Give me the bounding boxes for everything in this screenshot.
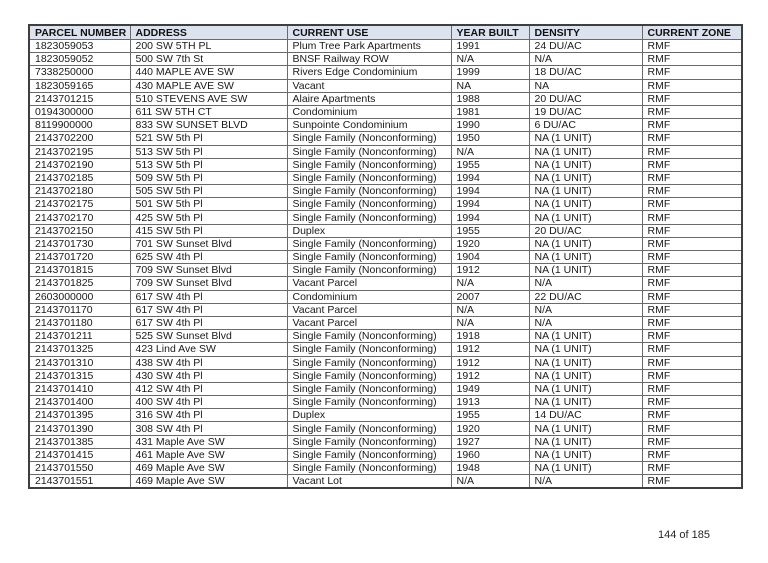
cell-density: NA (1 UNIT) <box>529 448 642 461</box>
cell-current-use: Rivers Edge Condominium <box>287 66 451 79</box>
cell-parcel-number: 7338250000 <box>29 66 130 79</box>
cell-year-built: 1955 <box>451 409 529 422</box>
cell-year-built: N/A <box>451 53 529 66</box>
cell-density: N/A <box>529 316 642 329</box>
table-row <box>29 198 742 211</box>
table-row <box>29 185 742 198</box>
cell-density: 18 DU/AC <box>529 66 642 79</box>
cell-current-zone: RMF <box>642 290 742 303</box>
cell-parcel-number: 2143701211 <box>29 330 130 343</box>
cell-current-zone: RMF <box>642 198 742 211</box>
cell-density: NA (1 UNIT) <box>529 462 642 475</box>
cell-address: 509 SW 5th Pl <box>130 171 287 184</box>
cell-address: 513 SW 5th Pl <box>130 158 287 171</box>
cell-address: 701 SW Sunset Blvd <box>130 237 287 250</box>
cell-density: 14 DU/AC <box>529 409 642 422</box>
cell-current-use: Duplex <box>287 224 451 237</box>
cell-current-use: Vacant <box>287 79 451 92</box>
cell-parcel-number: 2143702150 <box>29 224 130 237</box>
cell-year-built: 1904 <box>451 251 529 264</box>
cell-current-use: Single Family (Nonconforming) <box>287 145 451 158</box>
cell-current-use: Single Family (Nonconforming) <box>287 237 451 250</box>
table-row <box>29 422 742 435</box>
cell-current-use: Single Family (Nonconforming) <box>287 435 451 448</box>
cell-address: 412 SW 4th Pl <box>130 382 287 395</box>
cell-current-zone: RMF <box>642 435 742 448</box>
cell-address: 525 SW Sunset Blvd <box>130 330 287 343</box>
column-header-address: ADDRESS <box>130 25 287 40</box>
cell-current-zone: RMF <box>642 356 742 369</box>
cell-year-built: N/A <box>451 145 529 158</box>
table-row <box>29 382 742 395</box>
cell-year-built: 1994 <box>451 185 529 198</box>
table-row <box>29 435 742 448</box>
cell-density: 24 DU/AC <box>529 40 642 53</box>
cell-address: 625 SW 4th Pl <box>130 251 287 264</box>
cell-current-zone: RMF <box>642 171 742 184</box>
cell-parcel-number: 1823059053 <box>29 40 130 53</box>
cell-density: N/A <box>529 303 642 316</box>
cell-year-built: 1912 <box>451 369 529 382</box>
cell-density: NA (1 UNIT) <box>529 330 642 343</box>
cell-current-use: Vacant Parcel <box>287 303 451 316</box>
cell-address: 500 SW 7th St <box>130 53 287 66</box>
cell-year-built: 1912 <box>451 356 529 369</box>
cell-current-use: Single Family (Nonconforming) <box>287 251 451 264</box>
table-row <box>29 119 742 132</box>
cell-density: NA (1 UNIT) <box>529 158 642 171</box>
cell-year-built: 1988 <box>451 92 529 105</box>
cell-address: 513 SW 5th Pl <box>130 145 287 158</box>
table-header-row <box>29 25 742 40</box>
table-row <box>29 66 742 79</box>
cell-year-built: 1927 <box>451 435 529 448</box>
cell-address: 617 SW 4th Pl <box>130 303 287 316</box>
cell-year-built: N/A <box>451 277 529 290</box>
cell-current-use: Single Family (Nonconforming) <box>287 343 451 356</box>
cell-year-built: N/A <box>451 303 529 316</box>
table-row <box>29 224 742 237</box>
cell-current-use: Vacant Parcel <box>287 277 451 290</box>
cell-density: NA (1 UNIT) <box>529 237 642 250</box>
table-row <box>29 316 742 329</box>
cell-current-zone: RMF <box>642 277 742 290</box>
table-row <box>29 462 742 475</box>
cell-parcel-number: 2143701720 <box>29 251 130 264</box>
cell-address: 423 Lind Ave SW <box>130 343 287 356</box>
cell-address: 521 SW 5th Pl <box>130 132 287 145</box>
cell-density: NA (1 UNIT) <box>529 343 642 356</box>
cell-parcel-number: 2143701551 <box>29 475 130 489</box>
cell-address: 833 SW SUNSET BLVD <box>130 119 287 132</box>
cell-current-zone: RMF <box>642 303 742 316</box>
cell-density: N/A <box>529 53 642 66</box>
cell-density: NA (1 UNIT) <box>529 171 642 184</box>
table-row <box>29 237 742 250</box>
cell-density: NA (1 UNIT) <box>529 185 642 198</box>
cell-parcel-number: 2143701815 <box>29 264 130 277</box>
cell-current-zone: RMF <box>642 145 742 158</box>
cell-current-zone: RMF <box>642 409 742 422</box>
cell-parcel-number: 8119900000 <box>29 119 130 132</box>
cell-current-zone: RMF <box>642 53 742 66</box>
cell-current-zone: RMF <box>642 330 742 343</box>
cell-parcel-number: 2143702190 <box>29 158 130 171</box>
cell-current-zone: RMF <box>642 475 742 489</box>
cell-year-built: 1991 <box>451 40 529 53</box>
cell-address: 425 SW 5th Pl <box>130 211 287 224</box>
cell-parcel-number: 2143701390 <box>29 422 130 435</box>
cell-parcel-number: 2143701410 <box>29 382 130 395</box>
cell-current-use: Single Family (Nonconforming) <box>287 356 451 369</box>
table-row <box>29 53 742 66</box>
cell-address: 430 MAPLE AVE SW <box>130 79 287 92</box>
cell-parcel-number: 2143701415 <box>29 448 130 461</box>
cell-current-zone: RMF <box>642 185 742 198</box>
cell-parcel-number: 2143701325 <box>29 343 130 356</box>
parcel-table <box>28 24 743 489</box>
cell-year-built: 1994 <box>451 171 529 184</box>
cell-current-use: BNSF Railway ROW <box>287 53 451 66</box>
cell-density: NA (1 UNIT) <box>529 251 642 264</box>
cell-current-use: Single Family (Nonconforming) <box>287 198 451 211</box>
cell-address: 510 STEVENS AVE SW <box>130 92 287 105</box>
cell-current-use: Duplex <box>287 409 451 422</box>
table-row <box>29 356 742 369</box>
table-row <box>29 145 742 158</box>
cell-address: 316 SW 4th Pl <box>130 409 287 422</box>
cell-year-built: N/A <box>451 316 529 329</box>
cell-current-zone: RMF <box>642 237 742 250</box>
cell-address: 469 Maple Ave SW <box>130 462 287 475</box>
cell-current-use: Single Family (Nonconforming) <box>287 330 451 343</box>
cell-year-built: 1994 <box>451 211 529 224</box>
cell-density: NA (1 UNIT) <box>529 435 642 448</box>
table-row <box>29 171 742 184</box>
cell-year-built: 1920 <box>451 237 529 250</box>
cell-current-use: Single Family (Nonconforming) <box>287 211 451 224</box>
cell-current-use: Single Family (Nonconforming) <box>287 396 451 409</box>
cell-year-built: NA <box>451 79 529 92</box>
cell-current-zone: RMF <box>642 211 742 224</box>
cell-current-zone: RMF <box>642 422 742 435</box>
cell-density: NA (1 UNIT) <box>529 356 642 369</box>
cell-parcel-number: 2143702200 <box>29 132 130 145</box>
cell-density: NA (1 UNIT) <box>529 198 642 211</box>
cell-parcel-number: 0194300000 <box>29 105 130 118</box>
cell-address: 461 Maple Ave SW <box>130 448 287 461</box>
cell-address: 431 Maple Ave SW <box>130 435 287 448</box>
cell-address: 505 SW 5th Pl <box>130 185 287 198</box>
cell-address: 308 SW 4th Pl <box>130 422 287 435</box>
cell-current-use: Condominium <box>287 105 451 118</box>
cell-current-use: Condominium <box>287 290 451 303</box>
table-row <box>29 409 742 422</box>
cell-current-zone: RMF <box>642 316 742 329</box>
table-row <box>29 251 742 264</box>
cell-density: NA (1 UNIT) <box>529 369 642 382</box>
cell-parcel-number: 2143702180 <box>29 185 130 198</box>
cell-current-zone: RMF <box>642 369 742 382</box>
cell-density: 22 DU/AC <box>529 290 642 303</box>
table-row <box>29 277 742 290</box>
cell-current-use: Single Family (Nonconforming) <box>287 382 451 395</box>
cell-year-built: 1912 <box>451 343 529 356</box>
table-row <box>29 303 742 316</box>
cell-parcel-number: 2143701825 <box>29 277 130 290</box>
cell-density: NA <box>529 79 642 92</box>
cell-year-built: 1981 <box>451 105 529 118</box>
table-row <box>29 40 742 53</box>
cell-current-zone: RMF <box>642 119 742 132</box>
cell-current-use: Single Family (Nonconforming) <box>287 264 451 277</box>
cell-parcel-number: 1823059165 <box>29 79 130 92</box>
cell-parcel-number: 2143701400 <box>29 396 130 409</box>
cell-year-built: 1960 <box>451 448 529 461</box>
cell-current-zone: RMF <box>642 396 742 409</box>
table-row <box>29 211 742 224</box>
cell-current-zone: RMF <box>642 382 742 395</box>
cell-current-use: Single Family (Nonconforming) <box>287 132 451 145</box>
cell-current-use: Alaire Apartments <box>287 92 451 105</box>
cell-year-built: 1913 <box>451 396 529 409</box>
cell-current-use: Plum Tree Park Apartments <box>287 40 451 53</box>
cell-address: 400 SW 4th Pl <box>130 396 287 409</box>
cell-year-built: 1912 <box>451 264 529 277</box>
cell-address: 440 MAPLE AVE SW <box>130 66 287 79</box>
cell-current-zone: RMF <box>642 462 742 475</box>
cell-parcel-number: 2143701395 <box>29 409 130 422</box>
cell-current-zone: RMF <box>642 264 742 277</box>
cell-current-zone: RMF <box>642 224 742 237</box>
table-row <box>29 105 742 118</box>
cell-current-zone: RMF <box>642 343 742 356</box>
cell-density: 19 DU/AC <box>529 105 642 118</box>
cell-address: 469 Maple Ave SW <box>130 475 287 489</box>
cell-year-built: 1990 <box>451 119 529 132</box>
cell-current-use: Single Family (Nonconforming) <box>287 158 451 171</box>
cell-parcel-number: 2603000000 <box>29 290 130 303</box>
cell-address: 611 SW 5TH CT <box>130 105 287 118</box>
cell-current-use: Single Family (Nonconforming) <box>287 185 451 198</box>
cell-current-use: Single Family (Nonconforming) <box>287 171 451 184</box>
cell-density: 20 DU/AC <box>529 224 642 237</box>
cell-address: 617 SW 4th Pl <box>130 290 287 303</box>
cell-address: 709 SW Sunset Blvd <box>130 264 287 277</box>
cell-parcel-number: 2143701730 <box>29 237 130 250</box>
table-row <box>29 343 742 356</box>
cell-year-built: 1948 <box>451 462 529 475</box>
cell-current-use: Single Family (Nonconforming) <box>287 462 451 475</box>
cell-address: 415 SW 5th Pl <box>130 224 287 237</box>
cell-parcel-number: 2143701315 <box>29 369 130 382</box>
table-row <box>29 369 742 382</box>
cell-year-built: 1920 <box>451 422 529 435</box>
cell-density: NA (1 UNIT) <box>529 264 642 277</box>
cell-current-zone: RMF <box>642 251 742 264</box>
cell-current-use: Vacant Lot <box>287 475 451 489</box>
table-row <box>29 396 742 409</box>
cell-current-use: Single Family (Nonconforming) <box>287 369 451 382</box>
cell-year-built: 1999 <box>451 66 529 79</box>
cell-current-zone: RMF <box>642 92 742 105</box>
cell-density: NA (1 UNIT) <box>529 132 642 145</box>
table-row <box>29 79 742 92</box>
cell-current-zone: RMF <box>642 132 742 145</box>
cell-parcel-number: 2143702195 <box>29 145 130 158</box>
cell-year-built: 1950 <box>451 132 529 145</box>
column-header-year-built: YEAR BUILT <box>451 25 529 40</box>
column-header-current-use: CURRENT USE <box>287 25 451 40</box>
cell-parcel-number: 2143701550 <box>29 462 130 475</box>
cell-year-built: N/A <box>451 475 529 489</box>
table-row <box>29 290 742 303</box>
cell-density: NA (1 UNIT) <box>529 382 642 395</box>
column-header-current-zone: CURRENT ZONE <box>642 25 742 40</box>
cell-current-use: Vacant Parcel <box>287 316 451 329</box>
cell-density: NA (1 UNIT) <box>529 396 642 409</box>
cell-parcel-number: 1823059052 <box>29 53 130 66</box>
cell-address: 438 SW 4th Pl <box>130 356 287 369</box>
cell-parcel-number: 2143701170 <box>29 303 130 316</box>
cell-parcel-number: 2143702175 <box>29 198 130 211</box>
cell-year-built: 1949 <box>451 382 529 395</box>
table-row <box>29 475 742 489</box>
cell-current-use: Sunpointe Condominium <box>287 119 451 132</box>
cell-current-zone: RMF <box>642 40 742 53</box>
column-header-density: DENSITY <box>529 25 642 40</box>
cell-density: NA (1 UNIT) <box>529 422 642 435</box>
parcel-table-body <box>29 40 742 489</box>
cell-current-use: Single Family (Nonconforming) <box>287 422 451 435</box>
cell-density: N/A <box>529 475 642 489</box>
cell-year-built: 1994 <box>451 198 529 211</box>
cell-parcel-number: 2143701215 <box>29 92 130 105</box>
table-row <box>29 264 742 277</box>
cell-year-built: 2007 <box>451 290 529 303</box>
cell-current-use: Single Family (Nonconforming) <box>287 448 451 461</box>
cell-parcel-number: 2143701180 <box>29 316 130 329</box>
table-row <box>29 158 742 171</box>
cell-current-zone: RMF <box>642 448 742 461</box>
cell-address: 200 SW 5TH PL <box>130 40 287 53</box>
cell-year-built: 1955 <box>451 224 529 237</box>
table-row <box>29 330 742 343</box>
cell-density: 20 DU/AC <box>529 92 642 105</box>
cell-parcel-number: 2143701385 <box>29 435 130 448</box>
cell-parcel-number: 2143702170 <box>29 211 130 224</box>
cell-current-zone: RMF <box>642 105 742 118</box>
cell-address: 709 SW Sunset Blvd <box>130 277 287 290</box>
cell-parcel-number: 2143701310 <box>29 356 130 369</box>
cell-address: 430 SW 4th Pl <box>130 369 287 382</box>
cell-address: 617 SW 4th Pl <box>130 316 287 329</box>
column-header-parcel-number: PARCEL NUMBER <box>29 25 130 40</box>
page-number: 144 of 185 <box>658 529 710 541</box>
cell-density: NA (1 UNIT) <box>529 211 642 224</box>
table-row <box>29 132 742 145</box>
cell-year-built: 1918 <box>451 330 529 343</box>
table-row <box>29 448 742 461</box>
cell-parcel-number: 2143702185 <box>29 171 130 184</box>
cell-current-zone: RMF <box>642 158 742 171</box>
cell-current-zone: RMF <box>642 79 742 92</box>
cell-address: 501 SW 5th Pl <box>130 198 287 211</box>
cell-density: N/A <box>529 277 642 290</box>
cell-density: 6 DU/AC <box>529 119 642 132</box>
cell-current-zone: RMF <box>642 66 742 79</box>
cell-year-built: 1955 <box>451 158 529 171</box>
table-row <box>29 92 742 105</box>
cell-density: NA (1 UNIT) <box>529 145 642 158</box>
